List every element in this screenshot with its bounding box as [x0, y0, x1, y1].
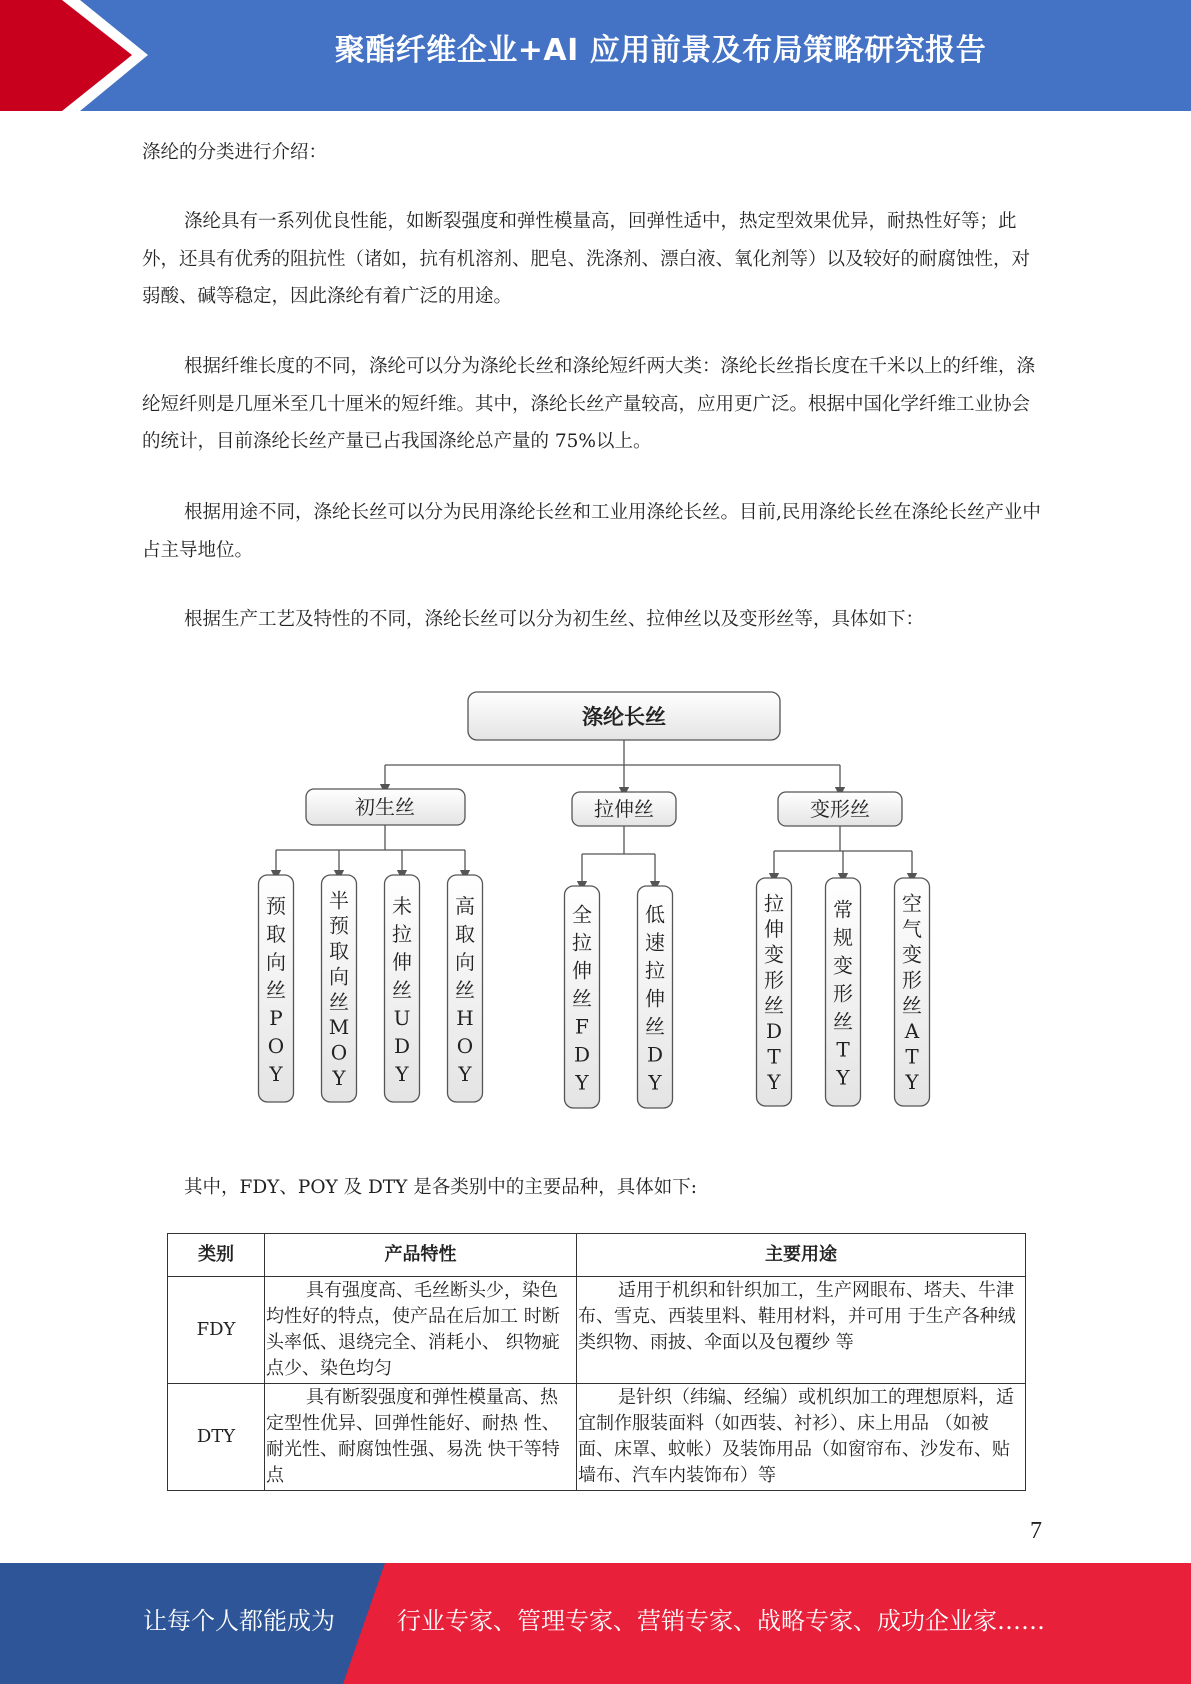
diagram-leaf-char: 丝 — [833, 1009, 853, 1034]
diagram-leaf-char: T — [905, 1044, 919, 1069]
diagram-leaf-char: D — [646, 1042, 664, 1067]
diagram-leaf-char: 向 — [329, 964, 349, 989]
diagram-leaf-char: 形 — [764, 967, 784, 992]
diagram-leaf-char: 高 — [455, 893, 475, 918]
diagram-leaf-char: O — [330, 1040, 348, 1065]
diagram-leaf-char: 丝 — [572, 986, 592, 1011]
table-row — [168, 1384, 1026, 1491]
diagram-leaf-char: 预 — [266, 893, 286, 918]
diagram-leaf-char: F — [575, 1014, 589, 1039]
diagram-leaf-char: Y — [836, 1065, 850, 1090]
diagram-leaf-char: 未 — [392, 893, 412, 918]
diagram-group-node — [778, 792, 902, 826]
diagram-leaf-char: T — [836, 1037, 850, 1062]
intro-line: 涤纶的分类进行介绍： — [142, 142, 328, 163]
row-feature: 具有强度高、毛丝断头少，染色均性好的特点，使产品在后加工 时断头率低、退绕完全、消耗小、 织物疵点少、染色均匀 — [265, 1277, 577, 1384]
diagram-leaf-node — [565, 886, 600, 1108]
diagram-leaf-char: A — [904, 1018, 920, 1043]
diagram-leaf-char: 拉 — [764, 891, 784, 916]
footer-slogan-right: 行业专家、管理专家、营销专家、战略专家、成功企业家…… — [397, 1607, 1045, 1635]
diagram-leaf-node — [826, 878, 861, 1106]
diagram-leaf-char: 向 — [455, 949, 475, 974]
diagram-group-node — [306, 789, 465, 825]
diagram-leaf-char: Y — [575, 1070, 589, 1095]
diagram-leaf-char: 变 — [833, 953, 853, 978]
diagram-leaf-char: 空 — [902, 891, 922, 916]
diagram-leaf-char: U — [393, 1005, 411, 1030]
report-title: 聚酯纤维企业+AI 应用前景及布局策略研究报告 — [334, 33, 987, 68]
diagram-leaf-char: Y — [458, 1061, 472, 1086]
diagram-leaf-char: 变 — [902, 942, 922, 967]
diagram-leaf-node — [895, 878, 930, 1106]
row-use: 是针织（纬编、经编）或机织加工的理想原料，适宜制作服装面料（如西装、衬衫）、床上用品 （如被面、床罩、蚊帐）及装饰用品（如窗帘布、沙发布、贴墙布、汽车内装饰布）等 — [577, 1384, 1026, 1491]
table-container — [160, 1225, 1040, 1495]
paragraph-properties: 涤纶具有一系列优良性能，如断裂强度和弹性模量高，回弹性适中，热定型效果优异，耐热性好等；此外，还具有优秀的阻抗性（诸如，抗有机溶剂、肥皂、洗涤剂、漂白液、氧化剂等）以及较好的耐腐蚀性，对弱酸、碱等稳定，因此涤纶有着广泛的用途。 — [142, 211, 1031, 307]
diagram-leaf-char: Y — [269, 1061, 283, 1086]
diagram-leaf-node — [638, 886, 673, 1108]
diagram-leaf-char: Y — [905, 1069, 919, 1094]
diagram-leaf-node — [259, 875, 294, 1102]
product-table — [167, 1233, 1026, 1491]
diagram-leaf-char: 伸 — [645, 986, 665, 1011]
page-footer — [0, 1563, 1191, 1684]
diagram-leaf-char: 低 — [645, 902, 665, 927]
diagram-group-label: 初生丝 — [355, 795, 415, 819]
diagram-leaf-char: 气 — [902, 916, 922, 941]
diagram-leaf-char: 规 — [833, 925, 853, 950]
diagram-leaf-char: 伸 — [764, 916, 784, 941]
paragraph-length-classification: 根据纤维长度的不同，涤纶可以分为涤纶长丝和涤纶短纤两大类：涤纶长丝指长度在千米以上的纤维，涤纶短纤则是几厘米至几十厘米的短纤维。其中，涤纶长丝产量较高，应用更广泛。根据中国化学纤维工业协会的统计，目前涤纶长丝产量已占我国涤纶总产量的 75%以上。 — [142, 356, 1036, 452]
diagram-leaf-char: 取 — [329, 939, 349, 964]
diagram-leaf-char: 丝 — [645, 1014, 665, 1039]
diagram-leaf-char: 速 — [645, 930, 665, 955]
diagram-leaf-node — [757, 878, 792, 1106]
diagram-leaf-char: Y — [767, 1069, 781, 1094]
paragraph-usage-classification: 根据用途不同，涤纶长丝可以分为民用涤纶长丝和工业用涤纶长丝。目前,民用涤纶长丝在涤纶长丝产业中占主导地位。 — [142, 502, 1041, 561]
diagram-leaf-char: 变 — [764, 942, 784, 967]
diagram-leaf-char: T — [767, 1044, 781, 1069]
diagram-leaf-char: 丝 — [764, 993, 784, 1018]
diagram-leaf-char: 取 — [455, 921, 475, 946]
row-use: 适用于机织和针织加工，生产网眼布、塔夫、牛津布、雪克、西装里料、鞋用材料，并可用 于生产各种绒类织物、雨披、伞面以及包覆纱 等 — [577, 1277, 1026, 1384]
diagram-leaf-node — [385, 875, 420, 1102]
diagram-leaf-char: 常 — [833, 897, 853, 922]
header-use: 主要用途 — [577, 1234, 1026, 1277]
diagram-leaf-char: M — [328, 1015, 350, 1040]
diagram-leaf-char: P — [269, 1005, 283, 1030]
diagram-leaf-char: 预 — [329, 913, 349, 938]
diagram-leaf-char: Y — [332, 1065, 346, 1090]
diagram-root-node — [468, 692, 780, 740]
diagram-leaf-char: Y — [648, 1070, 662, 1095]
diagram-leaf-char: 丝 — [329, 989, 349, 1014]
diagram-leaf-char: O — [456, 1033, 474, 1058]
diagram-leaf-char: Y — [395, 1061, 409, 1086]
diagram-leaf-char: O — [267, 1033, 285, 1058]
row-category: FDY — [168, 1277, 265, 1384]
diagram-leaf-char: 半 — [329, 888, 349, 913]
diagram-leaf-char: 伸 — [392, 949, 412, 974]
diagram-leaf-char: 丝 — [266, 977, 286, 1002]
diagram-group-node — [572, 792, 676, 826]
row-category: DTY — [168, 1384, 265, 1491]
diagram-leaf-char: 丝 — [455, 977, 475, 1002]
diagram-leaf-char: 形 — [902, 967, 922, 992]
diagram-leaf-char: 伸 — [572, 958, 592, 983]
header-feature: 产品特性 — [265, 1234, 577, 1277]
paragraph-process-classification: 根据生产工艺及特性的不同，涤纶长丝可以分为初生丝、拉伸丝以及变形丝等，具体如下： — [184, 609, 925, 630]
diagram-leaf-char: 全 — [572, 902, 592, 927]
diagram-group-label: 变形丝 — [810, 797, 870, 821]
paragraph-main-varieties: 其中，FDY、POY 及 DTY 是各类别中的主要品种，具体如下: — [184, 1177, 697, 1198]
diagram-leaf-char: 拉 — [645, 958, 665, 983]
diagram-leaf-char: 取 — [266, 921, 286, 946]
table-row — [168, 1277, 1026, 1384]
diagram-leaf-char: H — [456, 1005, 474, 1030]
row-feature: 具有断裂强度和弹性模量高、热定型性优异、回弹性能好、耐热 性、耐光性、耐腐蚀性强、易洗 快干等特点 — [265, 1384, 577, 1491]
diagram-leaf-node — [322, 875, 357, 1102]
diagram-leaf-node — [448, 875, 483, 1102]
diagram-leaf-char: D — [573, 1042, 591, 1067]
diagram-leaf-char: 丝 — [392, 977, 412, 1002]
diagram-root-label: 涤纶长丝 — [582, 704, 666, 729]
diagram-leaf-char: 拉 — [392, 921, 412, 946]
diagram-leaf-char: 丝 — [902, 993, 922, 1018]
footer-slogan-left: 让每个人都能成为 — [143, 1607, 335, 1635]
diagram-group-label: 拉伸丝 — [594, 797, 654, 821]
page-header — [0, 0, 1191, 111]
header-category: 类别 — [168, 1234, 265, 1277]
diagram-leaf-char: 拉 — [572, 930, 592, 955]
diagram-leaf-char: 向 — [266, 949, 286, 974]
diagram-leaf-char: 形 — [833, 981, 853, 1006]
diagram-leaf-char: D — [393, 1033, 411, 1058]
page-number: 7 — [1030, 1518, 1042, 1544]
diagram-leaf-char: D — [765, 1018, 783, 1043]
table-header-row — [168, 1234, 1026, 1277]
